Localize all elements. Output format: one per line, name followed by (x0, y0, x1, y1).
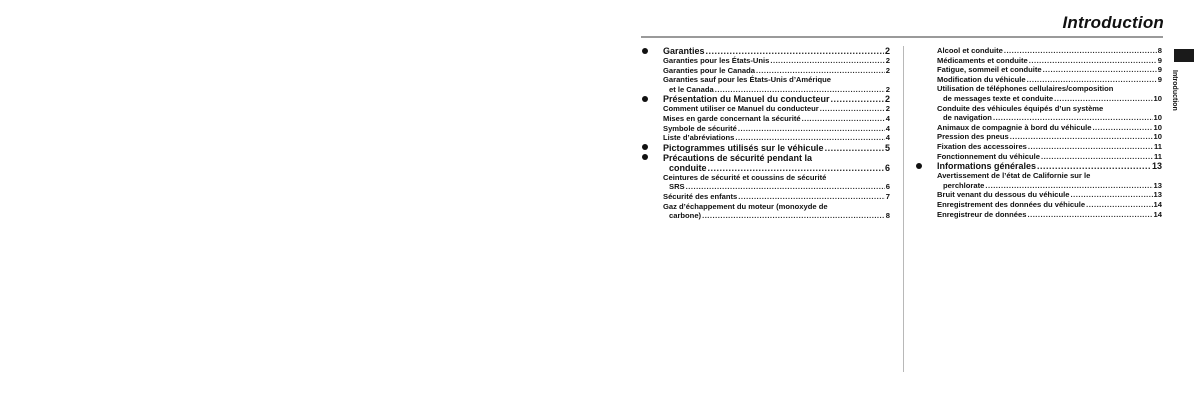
toc-sub-entry (916, 65, 1162, 75)
toc-page-number: 2 (884, 94, 890, 105)
toc-entry-line (663, 124, 890, 134)
toc-sub-entry (916, 84, 1162, 103)
dot-leader (1092, 123, 1152, 133)
dot-leader (1027, 75, 1157, 85)
toc-entry-line (663, 114, 890, 124)
toc-page-number: 6 (885, 182, 890, 192)
toc-entry-line (663, 46, 890, 56)
toc-entry-line (937, 190, 1162, 200)
dot-leader (738, 124, 885, 134)
toc-entry-line (663, 94, 890, 104)
toc-entry-title-line: Ceintures de sécurité et coussins de sécurité (663, 172, 827, 182)
toc-entry-title: de messages texte et conduite (943, 93, 1054, 103)
toc-entry-line (663, 56, 890, 66)
toc-major-entry (916, 161, 1162, 171)
column-divider (903, 46, 904, 372)
toc-entry-title: Bruit venant du dessous du véhicule (937, 190, 1070, 200)
dot-leader (1043, 65, 1157, 75)
toc-page-number: 8 (885, 211, 890, 221)
toc-page-number: 8 (1157, 46, 1162, 55)
bullet-icon (642, 96, 648, 102)
toc-page-number: 11 (1153, 141, 1162, 151)
toc-entry-line (663, 163, 890, 173)
toc-entry-title-line: Avertissement de l’état de Californie sur le (937, 171, 1091, 181)
dot-leader (820, 104, 885, 114)
toc-entry-title: conduite (669, 162, 707, 173)
toc-page-number: 13 (1153, 180, 1162, 190)
toc-page-number: 14 (1153, 209, 1162, 219)
toc-entry-line (937, 142, 1162, 152)
toc-sub-entry (916, 132, 1162, 142)
toc-entry-line (663, 66, 890, 76)
toc-entry-line (663, 182, 890, 192)
toc-sub-entry (916, 152, 1162, 162)
toc-entry-line (937, 181, 1162, 191)
toc-page-number: 4 (885, 123, 890, 133)
toc-page-number: 2 (885, 84, 890, 94)
dot-leader (735, 133, 884, 143)
toc-entry-line (663, 192, 890, 202)
toc-sub-entry (642, 75, 890, 94)
toc-entry-line (663, 104, 890, 114)
toc-entry-title: Médicaments et conduite (937, 55, 1028, 65)
toc-entry-title: Symbole de sécurité (663, 123, 737, 133)
toc-entry-title: Enregistreur de données (937, 209, 1027, 219)
toc-entry-line (937, 113, 1162, 123)
toc-entry-title: Enregistrement des données du véhicule (937, 199, 1086, 209)
toc-entry-title: SRS (669, 182, 685, 192)
toc-page-number: 7 (885, 191, 890, 201)
dot-leader (993, 113, 1153, 123)
toc-entry-line (937, 94, 1162, 104)
toc-entry-line (937, 200, 1162, 210)
toc-entry-line (937, 161, 1162, 171)
toc-sub-entry (642, 66, 890, 76)
toc-sub-entry (916, 200, 1162, 210)
page-title: Introduction (1062, 13, 1164, 32)
toc-entry-title: Fonctionnement du véhicule (937, 151, 1040, 161)
toc-entry-title: carbone) (669, 211, 702, 221)
dot-leader (738, 192, 884, 202)
toc-page-number: 11 (1153, 151, 1162, 161)
toc-entry-line (663, 85, 890, 95)
toc-major-entry (642, 46, 890, 56)
toc-left-column (642, 46, 890, 221)
dot-leader (770, 56, 884, 66)
section-thumb-tab (1174, 49, 1194, 62)
toc-right-column (916, 46, 1162, 219)
dot-leader (1027, 210, 1152, 220)
toc-page-number: 2 (885, 56, 890, 65)
toc-sub-entry (642, 192, 890, 202)
dot-leader (686, 182, 885, 192)
dot-leader (715, 85, 885, 95)
dot-leader (802, 114, 885, 124)
toc-sub-entry (642, 56, 890, 66)
toc-entry-title: Informations générales (937, 161, 1037, 172)
toc-sub-entry (916, 56, 1162, 66)
toc-entry-title: Mises en garde concernant la sécurité (663, 113, 801, 123)
toc-page-number: 13 (1151, 161, 1162, 172)
dot-leader (985, 181, 1152, 191)
toc-page-number: 10 (1153, 122, 1162, 132)
toc-entry-title: Fixation des accessoires (937, 141, 1027, 151)
toc-page-number: 2 (885, 65, 890, 75)
toc-entry-title: de navigation (943, 113, 992, 123)
toc-sub-entry (916, 171, 1162, 190)
toc-sub-entry (916, 142, 1162, 152)
toc-entry-title: Pictogrammes utilisés sur le véhicule (663, 142, 824, 153)
toc-entry-line (937, 46, 1162, 56)
dot-leader (1054, 94, 1152, 104)
dot-leader (1029, 56, 1157, 66)
toc-entry-title: Fatigue, sommeil et conduite (937, 65, 1042, 75)
toc-sub-entry (916, 104, 1162, 123)
toc-entry-title: Alcool et conduite (937, 46, 1003, 55)
title-rule (641, 36, 1163, 38)
toc-entry-title-line: Conduite des véhicules équipés d’un système (937, 103, 1104, 113)
toc-entry-title: Animaux de compagnie à bord du véhicule (937, 122, 1092, 132)
toc-entry-line (663, 143, 890, 153)
toc-sub-entry (916, 75, 1162, 85)
dot-leader (1086, 200, 1152, 210)
dot-leader (1028, 142, 1153, 152)
toc-page-number: 9 (1157, 74, 1162, 84)
toc-major-entry (642, 153, 890, 173)
toc-sub-entry (642, 173, 890, 192)
toc-entry-line (663, 211, 890, 221)
toc-page-number: 10 (1153, 132, 1162, 142)
dot-leader (706, 46, 884, 56)
toc-page-number: 9 (1157, 55, 1162, 65)
toc-page-number: 4 (885, 133, 890, 143)
dot-leader (1037, 161, 1151, 171)
toc-page-number: 14 (1153, 199, 1162, 209)
toc-major-entry (642, 94, 890, 104)
toc-entry-title-line: Garanties sauf pour les États-Unis d’Amérique (663, 75, 831, 85)
toc-entry-line (937, 75, 1162, 85)
toc-entry-title: Pression des pneus (937, 132, 1009, 142)
toc-entry-title: Garanties (663, 46, 705, 56)
dot-leader (1010, 132, 1153, 142)
toc-sub-entry (916, 123, 1162, 133)
toc-sub-entry (916, 210, 1162, 220)
toc-page-number: 4 (885, 113, 890, 123)
toc-sub-entry (642, 124, 890, 134)
dot-leader (702, 211, 885, 221)
toc-entry-title: Liste d’abréviations (663, 133, 735, 143)
toc-entry-line (663, 133, 890, 143)
dot-leader (1004, 46, 1157, 56)
toc-page-number: 9 (1157, 65, 1162, 75)
side-section-label (1169, 70, 1179, 130)
toc-page-number: 2 (884, 46, 890, 56)
toc-sub-entry (642, 104, 890, 114)
bullet-icon (916, 163, 922, 169)
dot-leader (831, 94, 884, 104)
toc-entry-title: Garanties pour le Canada (663, 65, 755, 75)
toc-entry-line (937, 132, 1162, 142)
toc-sub-entry (642, 114, 890, 124)
toc-entry-title-line: Utilisation de téléphones cellulaires/composition (937, 84, 1114, 94)
toc-entry-title: Modification du véhicule (937, 74, 1026, 84)
toc-sub-entry (642, 202, 890, 221)
toc-sub-entry (916, 46, 1162, 56)
toc-entry-line (937, 123, 1162, 133)
toc-entry-line (937, 56, 1162, 66)
toc-sub-entry (916, 190, 1162, 200)
dot-leader (708, 163, 884, 173)
toc-entry-title: Comment utiliser ce Manuel du conducteur (663, 104, 819, 114)
toc-page-number: 10 (1153, 93, 1162, 103)
bullet-icon (642, 144, 648, 150)
toc-page-number: 6 (884, 162, 890, 173)
toc-entry-title: Sécurité des enfants (663, 191, 738, 201)
toc-entry-title-line: Précautions de sécurité pendant la (663, 152, 813, 163)
toc-entry-title: Présentation du Manuel du conducteur (663, 94, 830, 105)
bullet-icon (642, 48, 648, 54)
toc-sub-entry (642, 133, 890, 143)
toc-entry-line (937, 65, 1162, 75)
toc-entry-line (937, 152, 1162, 162)
toc-page-number: 10 (1153, 113, 1162, 123)
side-section-label-text: Introduction (1171, 70, 1178, 111)
dot-leader (825, 143, 884, 153)
toc-entry-title: et le Canada (669, 84, 714, 94)
toc-entry-title: Garanties pour les États-Unis (663, 56, 770, 65)
toc-page-number: 2 (885, 104, 890, 114)
toc-page-number: 13 (1153, 190, 1162, 200)
toc-major-entry (642, 143, 890, 153)
dot-leader (1071, 190, 1153, 200)
toc-entry-title-line: Gaz d’échappement du moteur (monoxyde de (663, 201, 828, 211)
toc-page-number: 5 (884, 142, 890, 153)
dot-leader (756, 66, 885, 76)
toc-entry-title: perchlorate (943, 180, 985, 190)
bullet-icon (642, 154, 648, 160)
dot-leader (1041, 152, 1153, 162)
toc-entry-line (937, 210, 1162, 220)
